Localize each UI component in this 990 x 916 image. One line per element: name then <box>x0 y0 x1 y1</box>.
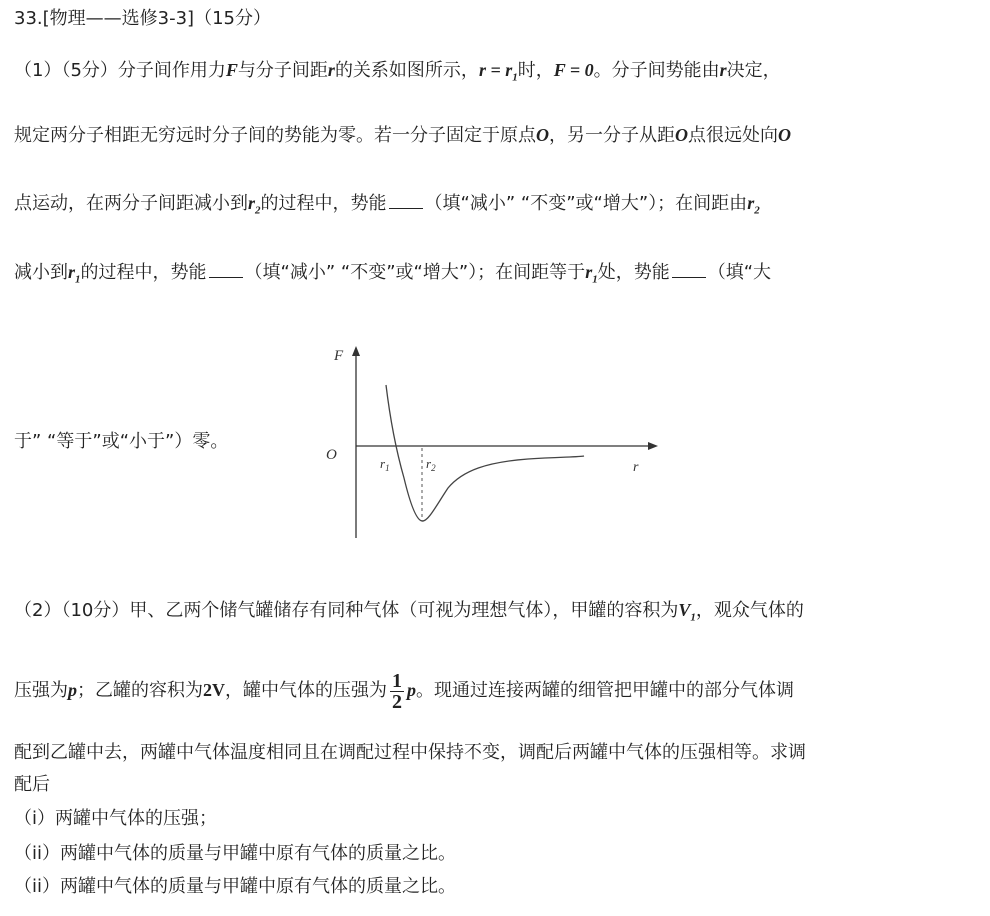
text: ，罐中气体的压强为 <box>225 680 387 701</box>
fraction-one-half: $\frac{1}{2}$ <box>392 669 402 713</box>
text: ，观众气体的 <box>695 600 804 621</box>
text: 时， <box>517 60 554 81</box>
part2-line4: 配后 <box>14 774 50 795</box>
part1-line4 <box>14 259 771 293</box>
question-header: 33.[物理——选修3-3]（15分） <box>14 8 271 29</box>
x-axis-label: r <box>633 460 639 475</box>
equation-F-0: F = 0 <box>553 60 594 80</box>
text: ，另一分子从距 <box>549 125 675 146</box>
answer-blank[interactable] <box>389 192 423 209</box>
text: 的关系如图所示， <box>334 60 479 81</box>
text: 。现通过连接两罐的细管把甲罐中的部分气体调 <box>416 680 794 701</box>
part1-line1 <box>14 57 781 91</box>
text: 减小到 <box>14 262 68 283</box>
symbol-r: r <box>719 60 727 80</box>
r2-label: $r_2$ <box>426 456 436 473</box>
answer-blank[interactable] <box>672 261 706 278</box>
part2-line1 <box>14 597 804 631</box>
text: 压强为 <box>14 680 68 701</box>
symbol-V1: $V_1$ <box>678 600 696 624</box>
symbol-p: p <box>68 680 77 700</box>
symbol-2V: 2V <box>203 680 225 700</box>
text: 的过程中，势能 <box>260 193 387 214</box>
force-curve <box>386 385 584 521</box>
question-ii: （ii）两罐中气体的质量与甲罐中原有气体的质量之比。 <box>14 843 456 864</box>
text: （1）（5分）分子间作用力 <box>14 60 226 81</box>
y-axis-label: F <box>334 348 344 364</box>
question-ii-duplicate: （ii）两罐中气体的质量与甲罐中原有气体的质量之比。 <box>14 876 456 897</box>
part1-line5: 于” “等于”或“小于”）零。 <box>14 431 229 452</box>
text: 处，势能 <box>597 262 670 283</box>
force-distance-graph <box>318 338 668 543</box>
x-axis-arrow <box>648 442 658 450</box>
equation-r-r1: $r = r_1$ <box>478 60 518 84</box>
origin-label: O <box>326 447 337 463</box>
text: （2）（10分）甲、乙两个储气罐储存有同种气体（可视为理想气体），甲罐的容积为 <box>14 600 679 621</box>
symbol-r1: $r_1$ <box>68 262 81 286</box>
symbol-r1: $r_1$ <box>585 262 598 286</box>
symbol-O: O <box>675 125 688 145</box>
symbol-F: F <box>225 60 238 80</box>
part2-line3: 配到乙罐中去，两罐中气体温度相同且在调配过程中保持不变，调配后两罐中气体的压强相等。求调 <box>14 742 806 763</box>
part2-line2 <box>14 665 794 715</box>
part1-line3 <box>14 190 760 224</box>
text: （填“减小” “不变”或“增大”）；在间距由 <box>424 193 748 214</box>
text: 规定两分子相距无穷远时分子间的势能为零。若一分子固定于原点 <box>14 125 536 146</box>
answer-blank[interactable] <box>209 261 243 278</box>
text: 点运动，在两分子间距减小到 <box>14 193 248 214</box>
r1-label: $r_1$ <box>380 456 390 473</box>
text: 决定， <box>726 60 781 81</box>
y-axis-arrow <box>352 346 360 356</box>
text: 点很远处向 <box>688 125 778 146</box>
symbol-p: p <box>407 680 416 700</box>
symbol-O: O <box>778 125 791 145</box>
symbol-r2: $r_2$ <box>248 193 261 217</box>
text: 。分子间势能由 <box>593 60 720 81</box>
symbol-r2: $r_2$ <box>747 193 760 217</box>
text: （填“大 <box>707 262 772 283</box>
symbol-O: O <box>536 125 549 145</box>
text: 与分子间距 <box>237 60 328 81</box>
text: 的过程中，势能 <box>80 262 207 283</box>
text: ；乙罐的容积为 <box>77 680 203 701</box>
part1-line2 <box>14 122 791 149</box>
question-i: （i）两罐中气体的压强； <box>14 808 217 829</box>
text: （填“减小” “不变”或“增大”）；在间距等于 <box>244 262 586 283</box>
symbol-r: r <box>327 60 335 80</box>
